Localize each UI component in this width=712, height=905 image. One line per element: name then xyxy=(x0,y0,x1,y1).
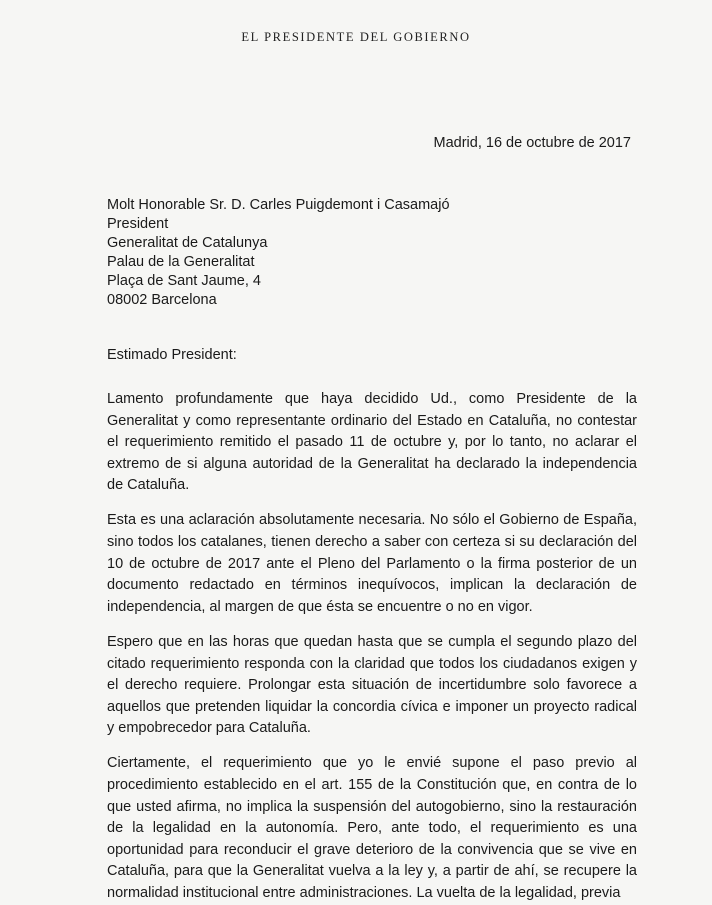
addressee-city: 08002 Barcelona xyxy=(107,292,217,308)
addressee-street: Plaça de Sant Jaume, 4 xyxy=(107,273,261,289)
addressee-title: President xyxy=(107,216,169,232)
letter-date: Madrid, 16 de octubre de 2017 xyxy=(433,135,631,151)
letterhead: EL PRESIDENTE DEL GOBIERNO xyxy=(241,30,471,44)
salutation: Estimado President: xyxy=(107,347,237,363)
addressee-building: Palau de la Generalitat xyxy=(107,254,255,270)
letter-body xyxy=(107,389,637,905)
body-paragraph: Lamento profundamente que haya decidido Ud., como Presidente de la Generalitat y como representante ordinario del Estado en Cataluña, no contestar el requerimiento remitido el pasado 11 de octubre y, por lo tanto, no aclarar el extremo de si alguna autoridad de la Generalitat ha declarado la independencia de Cataluña. xyxy=(107,391,637,494)
body-paragraph: Espero que en las horas que quedan hasta que se cumpla el segundo plazo del citado requerimiento responda con la claridad que todos los ciudadanos exigen y el derecho requiere. Prolongar esta situación de incertidumbre solo favorece a aquellos que pretenden liquidar la concordia cívica e imponer un proyecto radical y empobrecedor para Cataluña. xyxy=(107,633,637,737)
addressee-name: Molt Honorable Sr. D. Carles Puigdemont i Casamajó xyxy=(107,197,450,213)
addressee-institution: Generalitat de Catalunya xyxy=(107,235,268,251)
body-paragraph: Ciertamente, el requerimiento que yo le envié supone el paso previo al procedimiento establecido en el art. 155 de la Constitución que, en contra de lo que usted afirma, no implica la suspensión del autogobierno, sino la restauración de la legalidad en la autonomía. Pero, ante todo, el requerimiento es una oportunidad para reconducir el grave deterioro de la convivencia que se vive en Cataluña, para que la Generalitat vuelva a la ley y, a partir de ahí, se recupere la normalidad institucional entre administraciones. La vuelta de la legalidad, previa xyxy=(107,755,637,901)
body-paragraph: Esta es una aclaración absolutamente necesaria. No sólo el Gobierno de España, sino todos los catalanes, tienen derecho a saber con certeza si su declaración del 10 de octubre de 2017 ante el Pleno del Parlamento o la firma posterior de un documento redactado en términos inequívocos, implican la declaración de independencia, al margen de que ésta se encuentre o no en vigor. xyxy=(107,512,637,615)
addressee-block xyxy=(107,196,450,310)
